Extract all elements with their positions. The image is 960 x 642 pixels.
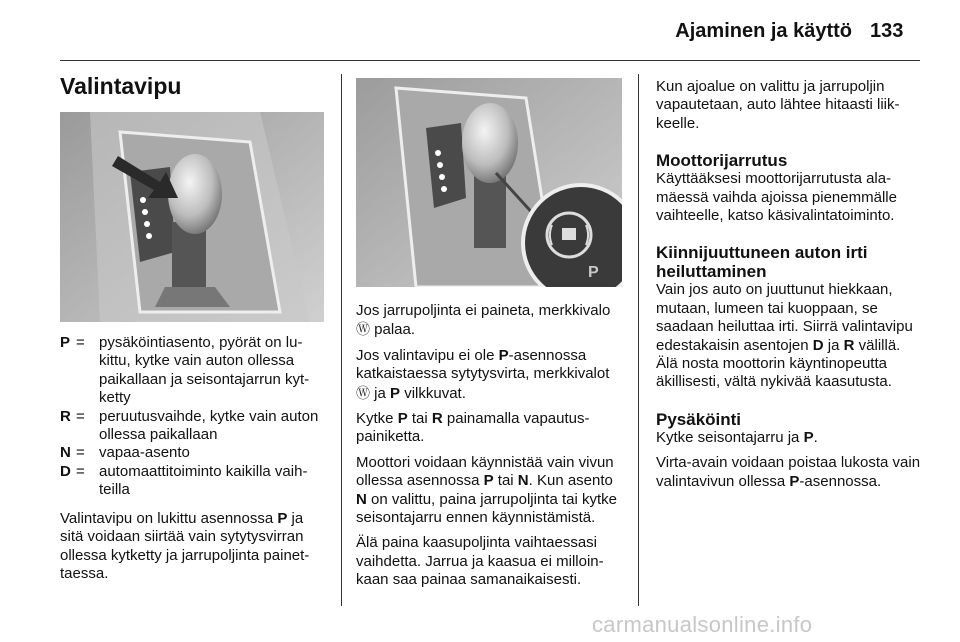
gear-letter: R [431, 410, 443, 428]
definition-row-d [60, 463, 324, 500]
text-run: ja [370, 384, 391, 402]
text-run: Kytke seisontajarru ja [656, 428, 804, 446]
definition-equals: = [76, 462, 85, 480]
header-rule [60, 60, 920, 61]
gear-letter: D [812, 336, 824, 354]
gear-position-definitions [60, 334, 324, 500]
gear-letter: P [390, 384, 401, 402]
column-1-text [60, 510, 324, 584]
definition-equals: = [76, 407, 85, 425]
definition-row-r [60, 408, 324, 445]
definition-term: R [60, 407, 71, 425]
text-run: Jos valintavipu ei ole [356, 346, 499, 364]
definition-text: peruutusvaihde, kytke vain auton ollessa paikallaan [99, 407, 319, 444]
text-run: Vain jos auto on juuttunut hiekkaan, mutaan, lumeen tai kuoppaan, se saadaan heiluttaa irti. Siirrä valintavipu edestakaisin asentojen [656, 281, 913, 354]
definition-equals: = [76, 444, 85, 462]
gear-selector-illustration [60, 112, 324, 322]
paragraph [356, 454, 624, 528]
section-title: Valintavipu [60, 73, 182, 99]
definition-row-n [60, 444, 324, 462]
definition-term: P [60, 334, 71, 351]
page-header-title: Ajaminen ja käyttö [675, 20, 852, 42]
column-divider-2 [638, 74, 639, 606]
column-divider-1 [341, 74, 342, 606]
paragraph [656, 454, 924, 491]
text-run: on valittu, paina jarrupoljinta tai kytke seisontajarru ennen käynnistämistä. [356, 490, 617, 527]
text-run: Valintavipu on lukittu asennossa [60, 510, 278, 527]
gear-letter: P [498, 346, 509, 364]
text-run: Virta-avain voidaan poistaa lukosta vain valintavivun ollessa [656, 454, 921, 490]
paragraph [356, 410, 624, 447]
text-run: ja sitä voidaan siirtää vain sytytysvirran ollessa kytketty ja jarrupoljinta painettaessa. [60, 510, 310, 583]
text-run: vilkkuvat. [400, 384, 466, 402]
gear-letter: P [483, 472, 494, 490]
text-run: . Kun asento [528, 472, 613, 490]
paragraph: Käyttääksesi moottorijarrutusta alamäessä vaihda ajoissa pienemmälle vaihteelle, katso käsivalintatoiminto. [656, 170, 897, 225]
definition-equals: = [76, 334, 85, 351]
gear-letter: R [843, 336, 855, 354]
brake-warning-icon: Ⓦ [356, 321, 370, 338]
inset-gear-letter: P [588, 264, 599, 281]
paragraph: Kun ajoalue on valittu ja jarrupoljin vapautetaan, auto lähtee hitaasti liikkeelle. [656, 78, 900, 132]
text-run: ja [823, 336, 844, 354]
text-run: Kytke [356, 410, 398, 428]
text-run: Jos jarrupoljinta ei paineta, merkkivalo [356, 302, 611, 319]
gear-letter: P [277, 510, 288, 527]
paragraph [656, 281, 924, 391]
column-3-text [656, 78, 924, 491]
text-run: . [813, 428, 818, 446]
heading-engine-braking: Moottorijarrutus [656, 151, 788, 171]
watermark: carmanualsonline.info [592, 612, 813, 637]
gear-letter: N [517, 472, 529, 490]
text-run: välillä. Älä nosta moottorin käyntinopeutta äkillisesti, vältä nykivää kaasutusta. [656, 336, 901, 391]
gear-letter: P [789, 472, 800, 490]
definition-text: pysäköintiasento, pyörät on lukittu, kytke vain auton ollessa paikallaan ja seisontajarrun kytketty [99, 334, 310, 407]
brake-indicator-illustration [356, 78, 622, 287]
text-run: tai [407, 410, 432, 428]
text-run: Moottori voidaan käynnistää vain vivun ollessa asennossa [356, 453, 614, 490]
definition-text: automaattitoiminto kaikilla vaihteilla [99, 462, 308, 499]
paragraph [656, 429, 924, 447]
text-run: -asennossa katkaistaessa sytytysvirta, merkkivalot [356, 346, 610, 383]
text-run: painamalla vapautuspainiketta. [356, 410, 590, 446]
column-2-text [356, 302, 624, 590]
definition-term: D [60, 462, 71, 480]
gear-letter: P [803, 428, 814, 446]
gear-letter: P [397, 410, 408, 428]
page-number: 133 [870, 20, 904, 42]
definition-text: vapaa-asento [99, 444, 190, 462]
heading-parking: Pysäköinti [656, 409, 742, 429]
paragraph [356, 347, 624, 403]
lock-paragraph [60, 510, 324, 584]
gear-selector-photo [60, 112, 324, 322]
paragraph: Älä paina kaasupoljinta vaihtaessasi vaihdetta. Jarrua ja kaasua ei milloinkaan saa painaa samanaikaisesti. [356, 534, 604, 589]
gear-selector-brake-indicator-photo [356, 78, 622, 287]
text-run: palaa. [370, 321, 416, 339]
heading-rocking-vehicle: Kiinnijuuttuneen auton irti heiluttaminen [656, 243, 868, 282]
definition-term: N [60, 444, 71, 462]
text-run: tai [493, 472, 518, 490]
definition-row-p [60, 334, 324, 408]
brake-warning-icon: Ⓦ [356, 384, 370, 401]
paragraph [356, 302, 624, 340]
text-run: -asennossa. [799, 472, 882, 490]
gear-letter: N [356, 490, 367, 508]
